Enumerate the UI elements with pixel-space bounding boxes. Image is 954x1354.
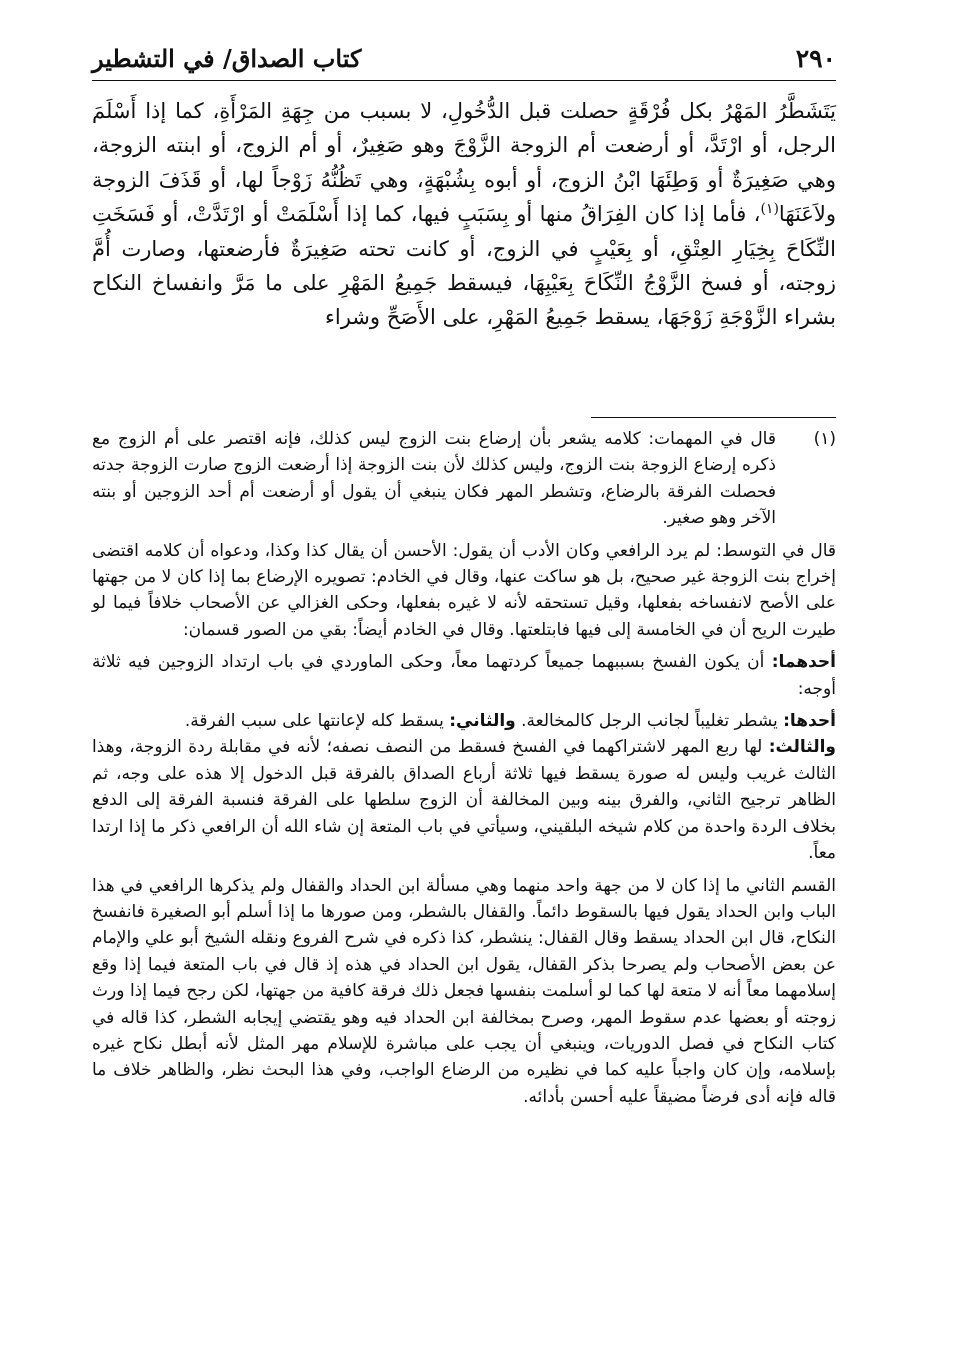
footnote-body [92,426,836,1110]
main-text [92,94,836,335]
footnote-text: يسقط كله لإعانتها على سبب الفرقة. [184,711,450,732]
footnote-reference[interactable]: (١) [760,201,779,218]
footnote-text: لها ربع المهر لاشتراكهما في الفسخ فسقط من النصف نصفه؛ لأنه في مقابلة ردة الزوجة، وهذا الثالث غريب وليس له صورة يسقط فيها ثلاثة أرباع الصداق بالفرقة قبل الدخول إلا هذه على وجه، ثم الظاهر ترجيح الثاني، والفرق بينه وبين المخالفة أن الزوج سلطها على الفرقة فنسبة الفرقة إلى الدفع بخلاف الردة واحدة من كلام شيخه البلقيني، وسيأتي في باب المتعة إن شاء الله أن الرافعي ذكر ما إذا ارتدا معاً. [92,737,836,864]
footnote-paragraph: القسم الثاني ما إذا كان لا من جهة واحد منهما وهي مسألة ابن الحداد والقفال ولم يذكرها الرافعي في هذا الباب وابن الحداد يقول فيها بالسقوط دائماً. والقفال بالشطر، ومن صورها ما إذا أسلم أبو الصغيرة فانفسخ النكاح، قال ابن الحداد يسقط وقال القفال: ينشطر، كذا ذكره في شرح الفروع ونقله الشيخ أبو علي والإمام عن بعض الأصحاب ولم يصرحا بذكر القفال، يقول ابن الحداد في هذه إذ قال في باب المتعة فيما إذا وقع إسلامهما معاً أنه لا متعة لها كما لو أسلمت بنفسها فجعل ذلك فرقة كافية من جهتها، لكن رجح فيما إذا ورث زوجته أو بعضها عدم سقوط المهر، وصرح بمخالفة ابن الحداد فيه وهو يقتضي إيجابه الشطر، كذا قاله في كتاب النكاح في فصل الدوريات، وينبغي أن يجب على مباشرة للإسلام مهر المثل لأنه أبطل نكاح غيره بإسلامه، وإن كان واجباً عليه كما في نظيره من الرضاع الواجب، وفي هذا البحث نظر، والظاهر خلاف ما قاله فإنه أدى فرضاً مضيقاً عليه أحسن بأدائه. [92,875,836,1107]
footnote-paragraph: قال في المهمات: كلامه يشعر بأن إرضاع بنت الزوج ليس كذلك، فإنه اقتصر على أم الزوج مع ذكره إرضاع الزوجة بنت الزوج، وليس كذلك لأن بنت الزوجة إذا أرضعت الزوج صارت الزوجة جدته فحصلت الفرقة بالرضاع، وتشطر المهر فكان ينبغي أن يقول أو أرضعت أم أحد الزوجين أو بنته الآخر وهو صغير. [92,429,776,529]
footnote-paragraph [92,734,836,866]
footnote-paragraph: قال في التوسط: لم يرد الرافعي وكان الأدب أن يقول: الأحسن أن يقال كذا وكذا، ودعواه أن كلامه اقتضى إخراج بنت الزوجة غير صحيح، بل هو ساكت عنها، وقال في الخادم: تصويره الإرضاع بما إذا كان لا من جهتها على الأصح لانفساخه بفعلها، وقيل تستحقه لأنه لا غيره بفعلها، وحكى الغزالي عن الأصحاب خلافاً فيما لو طيرت الريح أن في الخامسة إلى فيها فابتلعتها. وقال في الخادم أيضاً: بقي من الصور قسمان: [92,540,836,640]
footnote-marker: (١) [813,429,836,449]
footnote-text: يشطر تغليباً لجانب الرجل كالمخالعة. [515,711,784,732]
footnote-paragraph [92,708,836,734]
footnotes [92,426,836,1116]
footnote-label: أحدها: [783,711,836,732]
footnote-label: أحدهما: [771,652,836,673]
footnote-label: والثاني: [449,711,516,732]
footnote-text: أن يكون الفسخ بسببهما جميعاً كردتهما معاً، وحكى الماوردي في باب ارتداد الزوجين فيه ثلاثة أوجه: [92,652,836,699]
footnote-label: والثالث: [768,737,836,758]
page-number: ٢٩٠ [795,44,836,73]
main-text-part-1: يَتَشَطَّرُ المَهْرُ بكل فُرْقَةٍ حصلت قبل الدُّخُولِ، لا بسبب من جِهَةِ المَرْأَةِ، كما إذا أَسْلَمَ الرجل، أو ارْتَدَّ، أو أرضعت أم الزوجة الزَّوْجَ وهو صَغِيرٌ، أو أم الزوج، أو ابنته الزوجة، وهي صَغِيرَةٌ أو وَطِئَهَا ابْنُ الزوج، أو أبوه بِشُبْهَةٍ، وهي تَظُنُّهُ زَوْجاً لها، أو قَذَفَ الزوجة ولاَعَنَهَا [92,99,836,227]
page-header [92,40,836,81]
footnote-paragraph [92,649,836,702]
running-title: كتاب الصداق/ في التشطير [92,44,362,73]
footnote-separator [591,417,836,418]
main-text-part-2: ، فأما إذا كان الفِرَاقُ منها أو بِسَبَبٍ فيها، كما إذا أَسْلَمَتْ أو ارْتَدَّتْ، أو فَسَخَتِ النِّكَاحَ بِخِيَارِ العِتْقِ، أو بِعَيْبٍ في الزوج، أو كانت تحته صَغِيرَةٌ فأرضعتها، وصارت أُمَّ زوجته، أو فسخ الزَّوْجُ النِّكَاحَ بِعَيْبِهَا، فيسقط جَمِيعُ المَهْرِ على ما مَرَّ وانفساخ النكاح بشراء الزَّوْجَةِ زَوْجَهَا، يسقط جَمِيعُ المَهْرِ، على الأَصَحِّ وشراء [92,202,836,330]
